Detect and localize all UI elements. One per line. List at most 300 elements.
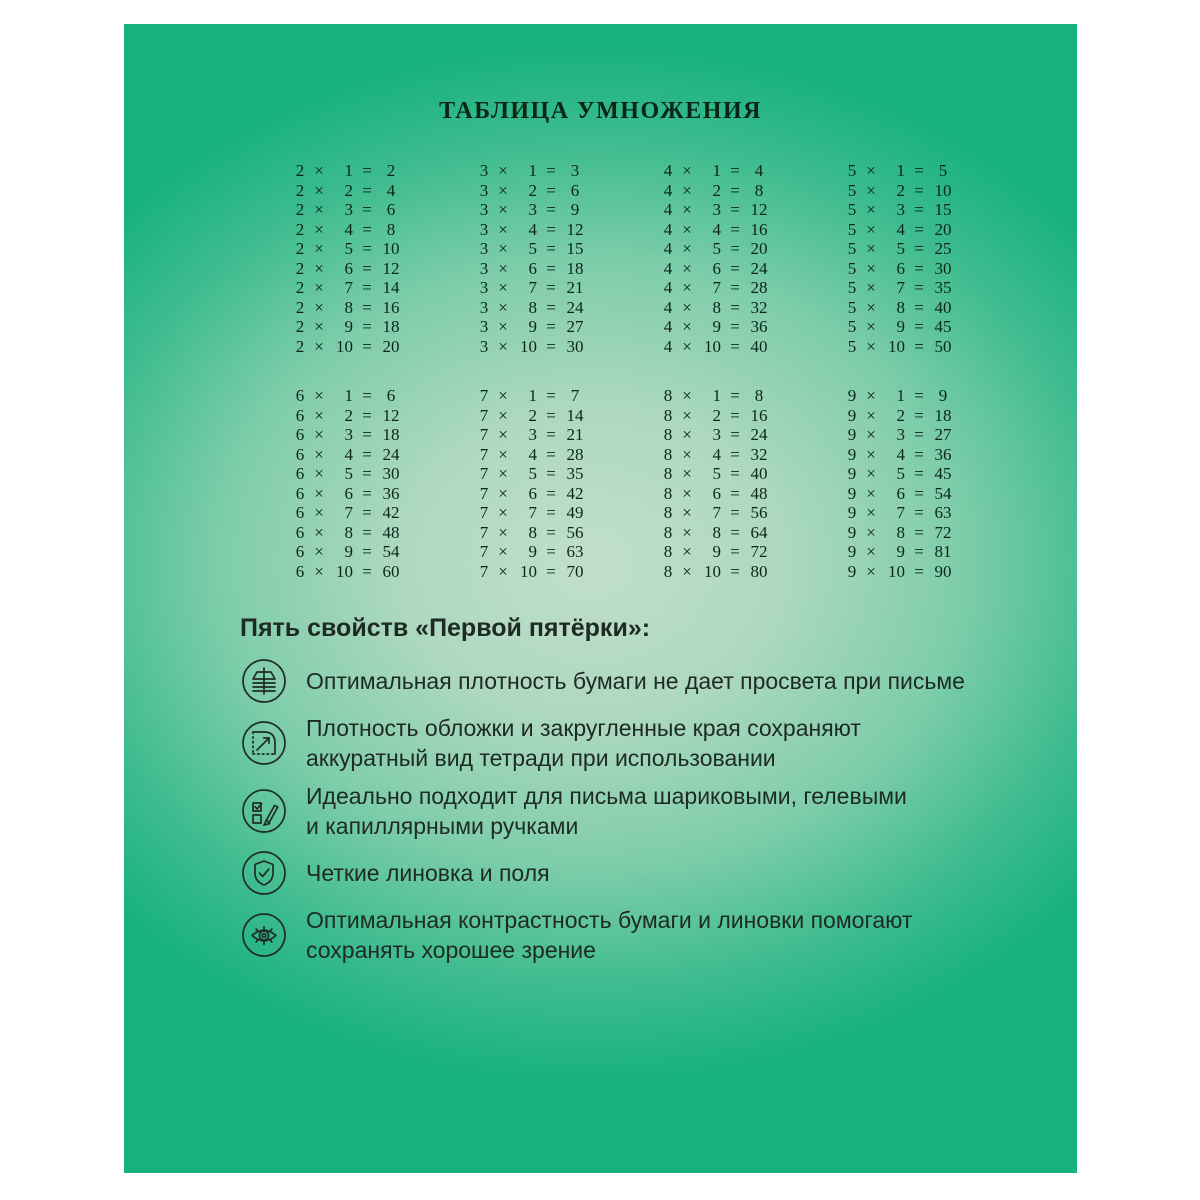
product: 20	[934, 219, 952, 239]
times-sign: ×	[866, 444, 876, 464]
equation	[846, 200, 956, 220]
equals-sign: =	[730, 219, 740, 239]
equals-sign: =	[730, 278, 740, 297]
equals-sign: =	[914, 161, 924, 180]
product: 7	[570, 386, 580, 405]
multiplier: 8	[528, 522, 537, 542]
product: 36	[382, 483, 400, 503]
product: 8	[754, 386, 764, 405]
equation	[478, 161, 588, 181]
product: 90	[934, 561, 952, 581]
product: 10	[382, 239, 400, 258]
equation	[662, 200, 772, 220]
multiplicand: 8	[663, 425, 673, 444]
multiplier: 6	[528, 258, 537, 278]
equals-sign: =	[730, 503, 740, 522]
multiplier: 8	[712, 297, 721, 317]
equation	[662, 239, 772, 259]
equals-sign: =	[546, 297, 556, 317]
times-sign: ×	[682, 336, 692, 356]
times-sign: ×	[498, 219, 508, 239]
feature-item	[240, 849, 1040, 897]
multiplier: 4	[528, 444, 537, 464]
times-sign: ×	[866, 258, 876, 278]
multiplier: 9	[896, 542, 905, 561]
equation	[846, 464, 956, 484]
equals-sign: =	[730, 386, 740, 405]
times-sign: ×	[498, 425, 508, 444]
equation	[478, 484, 588, 504]
equation	[478, 298, 588, 318]
product: 24	[750, 425, 768, 444]
equation	[662, 523, 772, 543]
product: 72	[750, 542, 768, 561]
equals-sign: =	[546, 542, 556, 561]
product: 9	[570, 200, 580, 219]
product: 40	[934, 297, 952, 317]
times-sign: ×	[866, 405, 876, 425]
times-sign: ×	[498, 386, 508, 405]
equation	[294, 464, 404, 484]
equation	[846, 445, 956, 465]
product: 2	[386, 161, 396, 180]
product: 14	[382, 278, 400, 297]
multiplicand: 8	[663, 405, 673, 425]
equals-sign: =	[914, 405, 924, 425]
equals-sign: =	[362, 561, 372, 581]
times-sign: ×	[314, 161, 324, 180]
multiplicand: 6	[295, 386, 305, 405]
multiplicand: 6	[295, 405, 305, 425]
equation	[294, 562, 404, 582]
multiplier: 1	[344, 161, 353, 180]
times-sign: ×	[682, 297, 692, 317]
equals-sign: =	[546, 219, 556, 239]
multiplicand: 9	[847, 542, 857, 561]
times-sign: ×	[498, 180, 508, 200]
times-sign: ×	[314, 200, 324, 219]
equation	[478, 464, 588, 484]
product: 72	[934, 522, 952, 542]
equals-sign: =	[546, 258, 556, 278]
multiplicand: 5	[847, 258, 857, 278]
multiplicand: 2	[295, 278, 305, 297]
times-sign: ×	[498, 542, 508, 561]
equation	[662, 503, 772, 523]
product: 12	[382, 258, 400, 278]
times-sign: ×	[866, 317, 876, 336]
table-column	[294, 161, 404, 356]
times-sign: ×	[682, 405, 692, 425]
multiplier: 1	[712, 161, 721, 180]
times-sign: ×	[314, 180, 324, 200]
product: 10	[934, 180, 952, 200]
equals-sign: =	[362, 336, 372, 356]
times-sign: ×	[498, 503, 508, 522]
equation	[478, 220, 588, 240]
times-sign: ×	[866, 425, 876, 444]
equation	[478, 386, 588, 406]
multiplier: 4	[896, 219, 905, 239]
multiplier: 5	[344, 464, 353, 483]
product: 49	[566, 503, 584, 522]
times-sign: ×	[682, 317, 692, 336]
product: 18	[382, 317, 400, 336]
multiplicand: 2	[295, 317, 305, 336]
equals-sign: =	[730, 297, 740, 317]
equation	[846, 523, 956, 543]
product: 63	[566, 542, 584, 561]
equation	[294, 220, 404, 240]
multiplier: 1	[896, 386, 905, 405]
product: 21	[566, 278, 584, 297]
times-sign: ×	[682, 278, 692, 297]
equals-sign: =	[546, 503, 556, 522]
equals-sign: =	[914, 561, 924, 581]
multiplier: 7	[528, 503, 537, 522]
product: 35	[566, 464, 584, 483]
multiplier: 10	[888, 336, 905, 356]
multiplier: 10	[336, 561, 353, 581]
product: 5	[938, 161, 948, 180]
equals-sign: =	[546, 405, 556, 425]
multiplier: 5	[712, 239, 721, 258]
multiplier: 1	[344, 386, 353, 405]
equation	[846, 298, 956, 318]
equals-sign: =	[914, 483, 924, 503]
multiplier: 1	[712, 386, 721, 405]
equation	[662, 298, 772, 318]
multiplier: 2	[344, 180, 353, 200]
times-sign: ×	[682, 561, 692, 581]
times-sign: ×	[314, 317, 324, 336]
equation	[478, 503, 588, 523]
product: 25	[934, 239, 952, 258]
times-sign: ×	[866, 219, 876, 239]
table-block	[294, 386, 1077, 581]
multiplicand: 8	[663, 542, 673, 561]
multiplier: 6	[344, 258, 353, 278]
multiplicand: 6	[295, 542, 305, 561]
multiplicand: 9	[847, 522, 857, 542]
multiplier: 3	[528, 200, 537, 219]
product: 54	[382, 542, 400, 561]
times-sign: ×	[866, 336, 876, 356]
multiplicand: 3	[479, 258, 489, 278]
equals-sign: =	[546, 161, 556, 180]
equation	[294, 161, 404, 181]
equation	[294, 259, 404, 279]
multiplicand: 8	[663, 444, 673, 464]
equals-sign: =	[914, 239, 924, 258]
multiplier: 9	[344, 317, 353, 336]
multiplicand: 4	[663, 317, 673, 336]
product: 45	[934, 317, 952, 336]
times-sign: ×	[866, 297, 876, 317]
product: 42	[566, 483, 584, 503]
equation	[478, 445, 588, 465]
equals-sign: =	[914, 219, 924, 239]
equals-sign: =	[914, 200, 924, 219]
equation	[478, 406, 588, 426]
multiplicand: 7	[479, 542, 489, 561]
multiplier: 7	[344, 278, 353, 297]
multiplicand: 5	[847, 200, 857, 219]
equation	[294, 503, 404, 523]
multiplicand: 4	[663, 219, 673, 239]
paper-density-icon	[240, 657, 288, 705]
equation	[846, 542, 956, 562]
multiplicand: 8	[663, 503, 673, 522]
table-column	[478, 161, 588, 356]
multiplicand: 9	[847, 483, 857, 503]
product: 50	[934, 336, 952, 356]
product: 12	[382, 405, 400, 425]
equals-sign: =	[730, 425, 740, 444]
product: 35	[934, 278, 952, 297]
multiplicand: 3	[479, 317, 489, 336]
multiplicand: 9	[847, 503, 857, 522]
equation	[846, 239, 956, 259]
feature-item	[240, 781, 1040, 841]
times-sign: ×	[682, 503, 692, 522]
equation	[662, 464, 772, 484]
multiplier: 7	[896, 278, 905, 297]
notebook-back-cover	[124, 24, 1077, 1173]
equals-sign: =	[362, 278, 372, 297]
product: 28	[566, 444, 584, 464]
multiplier: 2	[528, 180, 537, 200]
equation	[294, 317, 404, 337]
times-sign: ×	[866, 180, 876, 200]
multiplicand: 8	[663, 561, 673, 581]
product: 18	[566, 258, 584, 278]
equals-sign: =	[914, 425, 924, 444]
multiplier: 8	[344, 522, 353, 542]
product: 21	[566, 425, 584, 444]
equals-sign: =	[914, 542, 924, 561]
multiplicand: 4	[663, 258, 673, 278]
multiplicand: 7	[479, 503, 489, 522]
equals-sign: =	[362, 522, 372, 542]
equals-sign: =	[730, 258, 740, 278]
times-sign: ×	[314, 542, 324, 561]
equals-sign: =	[546, 522, 556, 542]
multiplicand: 3	[479, 239, 489, 258]
equals-sign: =	[362, 200, 372, 219]
times-sign: ×	[498, 336, 508, 356]
times-sign: ×	[866, 386, 876, 405]
multiplicand: 8	[663, 522, 673, 542]
multiplier: 8	[896, 522, 905, 542]
equation	[662, 386, 772, 406]
multiplier: 9	[344, 542, 353, 561]
multiplier: 5	[712, 464, 721, 483]
times-sign: ×	[866, 542, 876, 561]
times-sign: ×	[314, 444, 324, 464]
multiplier: 5	[896, 239, 905, 258]
features-heading: Пять свойств «Первой пятёрки»:	[240, 614, 651, 642]
equation	[846, 259, 956, 279]
times-sign: ×	[314, 405, 324, 425]
multiplier: 4	[712, 444, 721, 464]
product: 42	[382, 503, 400, 522]
multiplicand: 8	[663, 464, 673, 483]
times-sign: ×	[498, 200, 508, 219]
table-block	[294, 161, 1077, 356]
multiplier: 10	[704, 561, 721, 581]
equals-sign: =	[730, 239, 740, 258]
equation	[478, 562, 588, 582]
equals-sign: =	[914, 180, 924, 200]
product: 18	[382, 425, 400, 444]
multiplier: 3	[896, 200, 905, 219]
multiplicand: 2	[295, 258, 305, 278]
equals-sign: =	[546, 386, 556, 405]
times-sign: ×	[314, 522, 324, 542]
multiplicand: 9	[847, 561, 857, 581]
multiplier: 10	[704, 336, 721, 356]
product: 27	[934, 425, 952, 444]
multiplier: 6	[528, 483, 537, 503]
product: 16	[382, 297, 400, 317]
equation	[294, 425, 404, 445]
product: 8	[386, 219, 396, 239]
product: 16	[750, 405, 768, 425]
equals-sign: =	[914, 336, 924, 356]
product: 6	[570, 180, 580, 200]
equation	[662, 406, 772, 426]
equation	[846, 317, 956, 337]
product: 64	[750, 522, 768, 542]
equation	[478, 200, 588, 220]
equals-sign: =	[914, 522, 924, 542]
times-sign: ×	[682, 386, 692, 405]
product: 40	[750, 464, 768, 483]
multiplier: 3	[344, 200, 353, 219]
multiplier: 6	[712, 483, 721, 503]
times-sign: ×	[866, 200, 876, 219]
multiplicand: 4	[663, 200, 673, 219]
multiplicand: 7	[479, 522, 489, 542]
multiplier: 6	[712, 258, 721, 278]
equation	[846, 386, 956, 406]
equals-sign: =	[362, 542, 372, 561]
equation	[478, 317, 588, 337]
multiplier: 2	[712, 180, 721, 200]
feature-item	[240, 657, 1040, 705]
product: 6	[386, 200, 396, 219]
multiplicand: 4	[663, 297, 673, 317]
times-sign: ×	[314, 425, 324, 444]
times-sign: ×	[498, 522, 508, 542]
equation	[294, 298, 404, 318]
multiplicand: 2	[295, 239, 305, 258]
equals-sign: =	[914, 258, 924, 278]
multiplicand: 2	[295, 336, 305, 356]
product: 6	[386, 386, 396, 405]
product: 56	[750, 503, 768, 522]
times-sign: ×	[866, 561, 876, 581]
times-sign: ×	[866, 503, 876, 522]
multiplier: 3	[712, 200, 721, 219]
multiplier: 9	[528, 317, 537, 336]
page-title: ТАБЛИЦА УМНОЖЕНИЯ	[439, 98, 762, 124]
table-column	[662, 161, 772, 356]
multiplier: 3	[344, 425, 353, 444]
table-column	[846, 161, 956, 356]
product: 56	[566, 522, 584, 542]
times-sign: ×	[682, 239, 692, 258]
multiplier: 1	[528, 161, 537, 180]
feature-text: Плотность обложки и закругленные края сохраняют аккуратный вид тетради при использовании	[306, 715, 861, 771]
multiplier: 2	[896, 405, 905, 425]
equals-sign: =	[362, 464, 372, 483]
multiplier: 2	[528, 405, 537, 425]
product: 81	[934, 542, 952, 561]
multiplier: 7	[896, 503, 905, 522]
equals-sign: =	[730, 561, 740, 581]
equation	[478, 542, 588, 562]
product: 30	[566, 336, 584, 356]
times-sign: ×	[498, 464, 508, 483]
equals-sign: =	[546, 317, 556, 336]
multiplier: 5	[344, 239, 353, 258]
equation	[662, 181, 772, 201]
feature-text: Четкие линовка и поля	[306, 860, 550, 886]
product: 20	[750, 239, 768, 258]
product: 15	[934, 200, 952, 219]
multiplier: 3	[896, 425, 905, 444]
equals-sign: =	[546, 483, 556, 503]
multiplicand: 6	[295, 561, 305, 581]
multiplicand: 5	[847, 239, 857, 258]
equation	[662, 484, 772, 504]
equals-sign: =	[362, 503, 372, 522]
multiplicand: 3	[479, 336, 489, 356]
equation	[846, 425, 956, 445]
multiplier: 3	[712, 425, 721, 444]
multiplier: 6	[896, 483, 905, 503]
multiplicand: 6	[295, 425, 305, 444]
feature-item	[240, 713, 1040, 773]
multiplier: 9	[896, 317, 905, 336]
times-sign: ×	[498, 317, 508, 336]
multiplicand: 2	[295, 200, 305, 219]
feature-text: Оптимальная контрастность бумаги и линовки помогают сохранять хорошее зрение	[306, 907, 913, 963]
product: 70	[566, 561, 584, 581]
equals-sign: =	[362, 258, 372, 278]
equals-sign: =	[546, 239, 556, 258]
equation	[662, 425, 772, 445]
times-sign: ×	[866, 239, 876, 258]
product: 24	[750, 258, 768, 278]
multiplicand: 9	[847, 386, 857, 405]
equation	[294, 484, 404, 504]
times-sign: ×	[682, 180, 692, 200]
product: 28	[750, 278, 768, 297]
equals-sign: =	[730, 444, 740, 464]
multiplier: 2	[344, 405, 353, 425]
equals-sign: =	[914, 297, 924, 317]
equals-sign: =	[730, 522, 740, 542]
times-sign: ×	[498, 483, 508, 503]
multiplier: 4	[528, 219, 537, 239]
times-sign: ×	[314, 258, 324, 278]
equation	[478, 259, 588, 279]
times-sign: ×	[682, 542, 692, 561]
multiplicand: 9	[847, 405, 857, 425]
